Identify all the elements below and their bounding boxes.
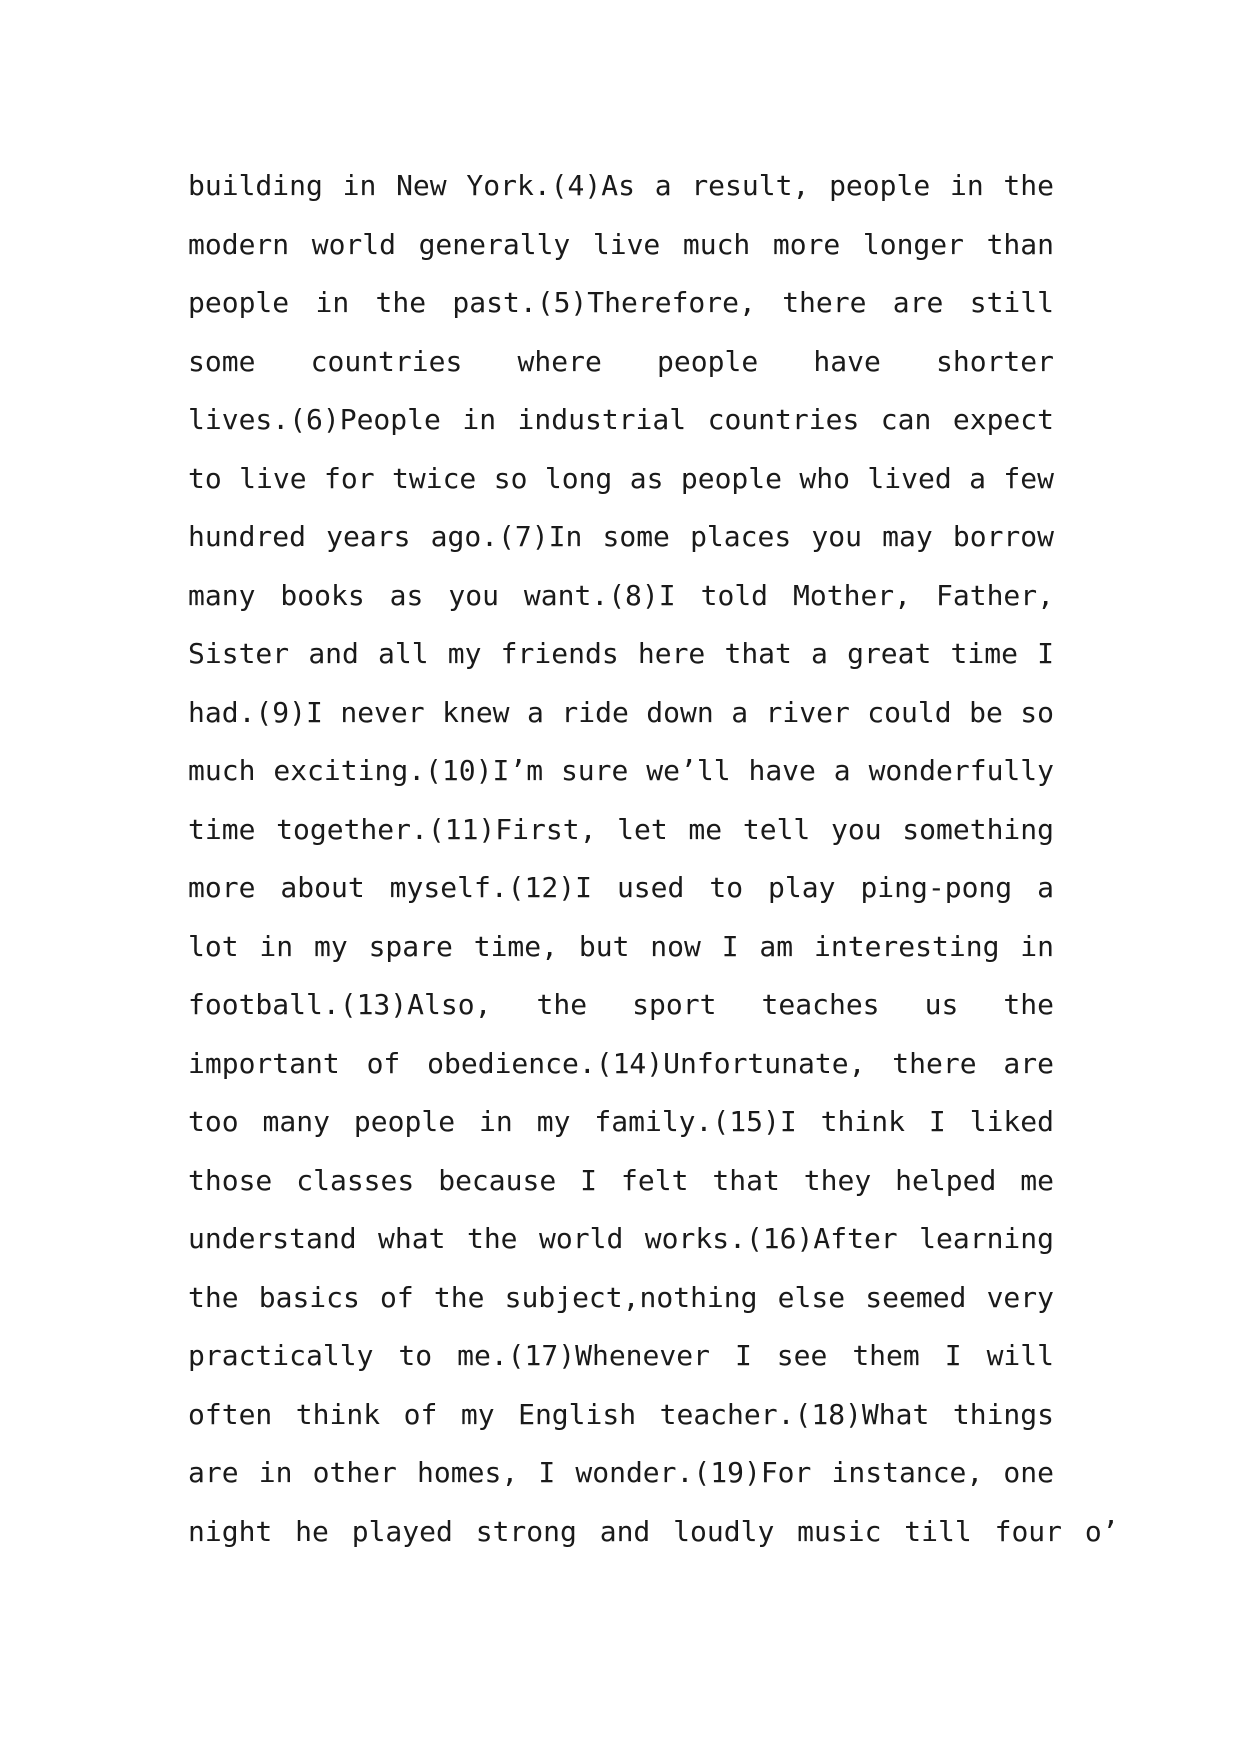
text-line: people in the past.(5)Therefore, there are still [188, 286, 1054, 319]
text-line: those classes because I felt that they helped me [188, 1163, 1054, 1197]
text-line: time together.(11)First, let me tell you something [188, 812, 1054, 846]
text-line: night he played strong and loudly music till four o’ [188, 1514, 1119, 1548]
text-line: many books as you want.(8)I told Mother, Father, [188, 578, 1054, 612]
text-line: to live for twice so long as people who lived a few [188, 461, 1054, 495]
text-line: understand what the world works.(16)After learning [188, 1222, 1054, 1255]
text-line: much exciting.(10)I’m sure we’ll have a wonderfully [188, 754, 1054, 787]
text-line: football.(13)Also, the sport teaches us the [188, 988, 1054, 1021]
text-line: important of obedience.(14)Unfortunate, there are [188, 1046, 1054, 1080]
body-text [188, 157, 1119, 1561]
text-line: are in other homes, I wonder.(19)For instance, one [188, 1456, 1054, 1489]
text-line: the basics of the subject,nothing else seemed very [188, 1280, 1054, 1314]
text-line: lives.(6)People in industrial countries can expect [188, 403, 1054, 436]
text-line: Sister and all my friends here that a great time I [188, 637, 1054, 670]
text-line: practically to me.(17)Whenever I see them I will [188, 1339, 1054, 1372]
text-line: too many people in my family.(15)I think I liked [188, 1105, 1054, 1138]
text-line: building in New York.(4)As a result, people in the [188, 169, 1054, 202]
text-line: some countries where people have shorter [188, 344, 1054, 378]
text-line: lot in my spare time, but now I am interesting in [188, 929, 1054, 963]
text-line: modern world generally live much more longer than [188, 227, 1054, 261]
text-line: had.(9)I never knew a ride down a river could be so [188, 695, 1054, 729]
text-line: more about myself.(12)I used to play ping-pong a [188, 871, 1054, 904]
text-line: often think of my English teacher.(18)What things [188, 1397, 1054, 1431]
text-line: hundred years ago.(7)In some places you may borrow [188, 520, 1054, 553]
